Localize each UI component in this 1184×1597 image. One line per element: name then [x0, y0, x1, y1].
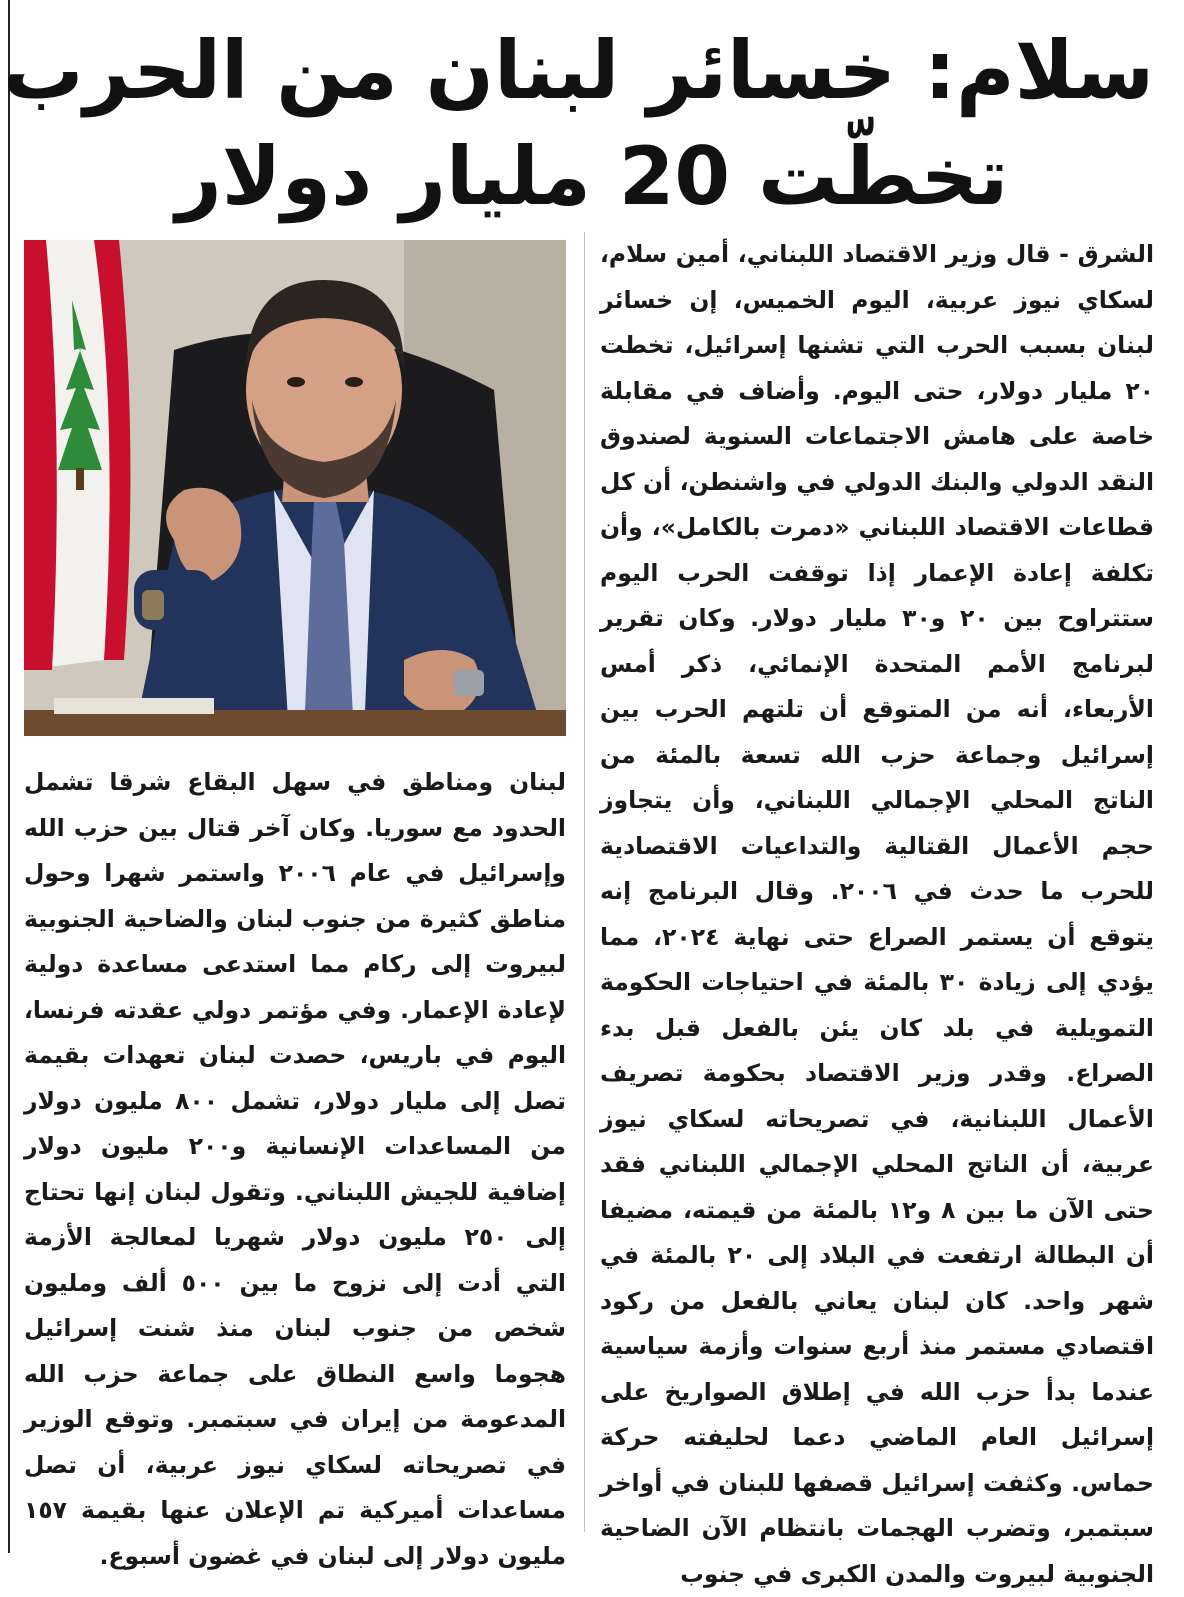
article-column-left: لبنان ومناطق في سهل البقاع شرقا تشمل الحدود مع سوريا. وكان آخر قتال بين حزب الله وإسرائيل في عام ٢٠٠٦ واستمر شهرا وحول مناطق كثيرة من جنوب لبنان والضاحية الجنوبية لبيروت إلى ركام مما استدعى مساعدة دولية لإعادة الإعمار. وفي مؤتمر دولي عقدته فرنسا، اليوم في باريس، حصدت لبنان تعهدات بقيمة تصل إلى مليار دولار، تشمل ٨٠٠ مليون دولار من المساعدات الإنسانية و٢٠٠ مليون دولار إضافية للجيش اللبناني. وتقول لبنان إنها تحتاج إلى ٢٥٠ مليون دولار شهريا لمعالجة الأزمة التي أدت إلى نزوح ما بين ٥٠٠ ألف ومليون شخص من جنوب لبنان منذ شنت إسرائيل هجوما واسع النطاق على جماعة حزب الله المدعومة من إيران في سبتمبر. وتوقع الوزير في تصريحاته لسكاي نيوز عربية، أن تصل مساعدات أميركية تم الإعلان عنها بقيمة ١٥٧ مليون دولار إلى لبنان في غضون أسبوع. [24, 768, 566, 1570]
page-border-rule [8, 0, 10, 1553]
photo-illustration-icon [24, 240, 566, 736]
headline-line-1: سلام: خسائر لبنان من الحرب [3, 24, 1154, 117]
article-column-right: الشرق - قال وزير الاقتصاد اللبناني، أمين سلام، لسكاي نيوز عربية، اليوم الخميس، إن خسائر لبنان بسبب الحرب التي تشنها إسرائيل، تخطت ٢٠ مليار دولار، حتى اليوم. وأضاف في مقابلة خاصة على هامش الاجتماعات السنوية لصندوق النقد الدولي والبنك الدولي في واشنطن، أن كل قطاعات الاقتصاد اللبناني «دمرت بالكامل»، وأن تكلفة إعادة الإعمار إذا توقفت الحرب اليوم ستتراوح بين ٢٠ و٣٠ مليار دولار. وكان تقرير لبرنامج الأمم المتحدة الإنمائي، ذكر أمس الأربعاء، أنه من المتوقع أن تلتهم الحرب بين إسرائيل وجماعة حزب الله تسعة بالمئة من الناتج المحلي الإجمالي اللبناني، وأن يتجاوز حجم الأعمال القتالية والتداعيات الاقتصادية للحرب ما حدث في ٢٠٠٦. وقال البرنامج إنه يتوقع أن يستمر الصراع حتى نهاية ٢٠٢٤، مما يؤدي إلى زيادة ٣٠ بالمئة في احتياجات الحكومة التمويلية في بلد كان يئن بالفعل قبل بدء الصراع. وقدر وزير الاقتصاد بحكومة تصريف الأعمال اللبنانية، في تصريحاته لسكاي نيوز عربية، أن الناتج المحلي الإجمالي اللبناني فقد حتى الآن ما بين ٨ و١٢ بالمئة من قيمته، مضيفا أن البطالة ارتفعت في البلاد إلى ٢٠ بالمئة في شهر واحد. كان لبنان يعاني بالفعل من ركود اقتصادي مستمر منذ أربع سنوات وأزمة سياسية عندما بدأ حزب الله في إطلاق الصواريخ على إسرائيل العام الماضي دعما لحليفته حركة حماس. وكثفت إسرائيل قصفها للبنان في أواخر سبتمبر، وتضرب الهجمات بانتظام الآن الضاحية الجنوبية لبيروت والمدن الكبرى في جنوب [600, 240, 1154, 1588]
headline [3, 18, 1154, 230]
column-divider [584, 232, 585, 1532]
minister-photo [24, 240, 566, 736]
headline-line-2: تخطّت 20 مليار دولار [175, 130, 1009, 223]
lebanese-flag-icon [24, 240, 130, 670]
